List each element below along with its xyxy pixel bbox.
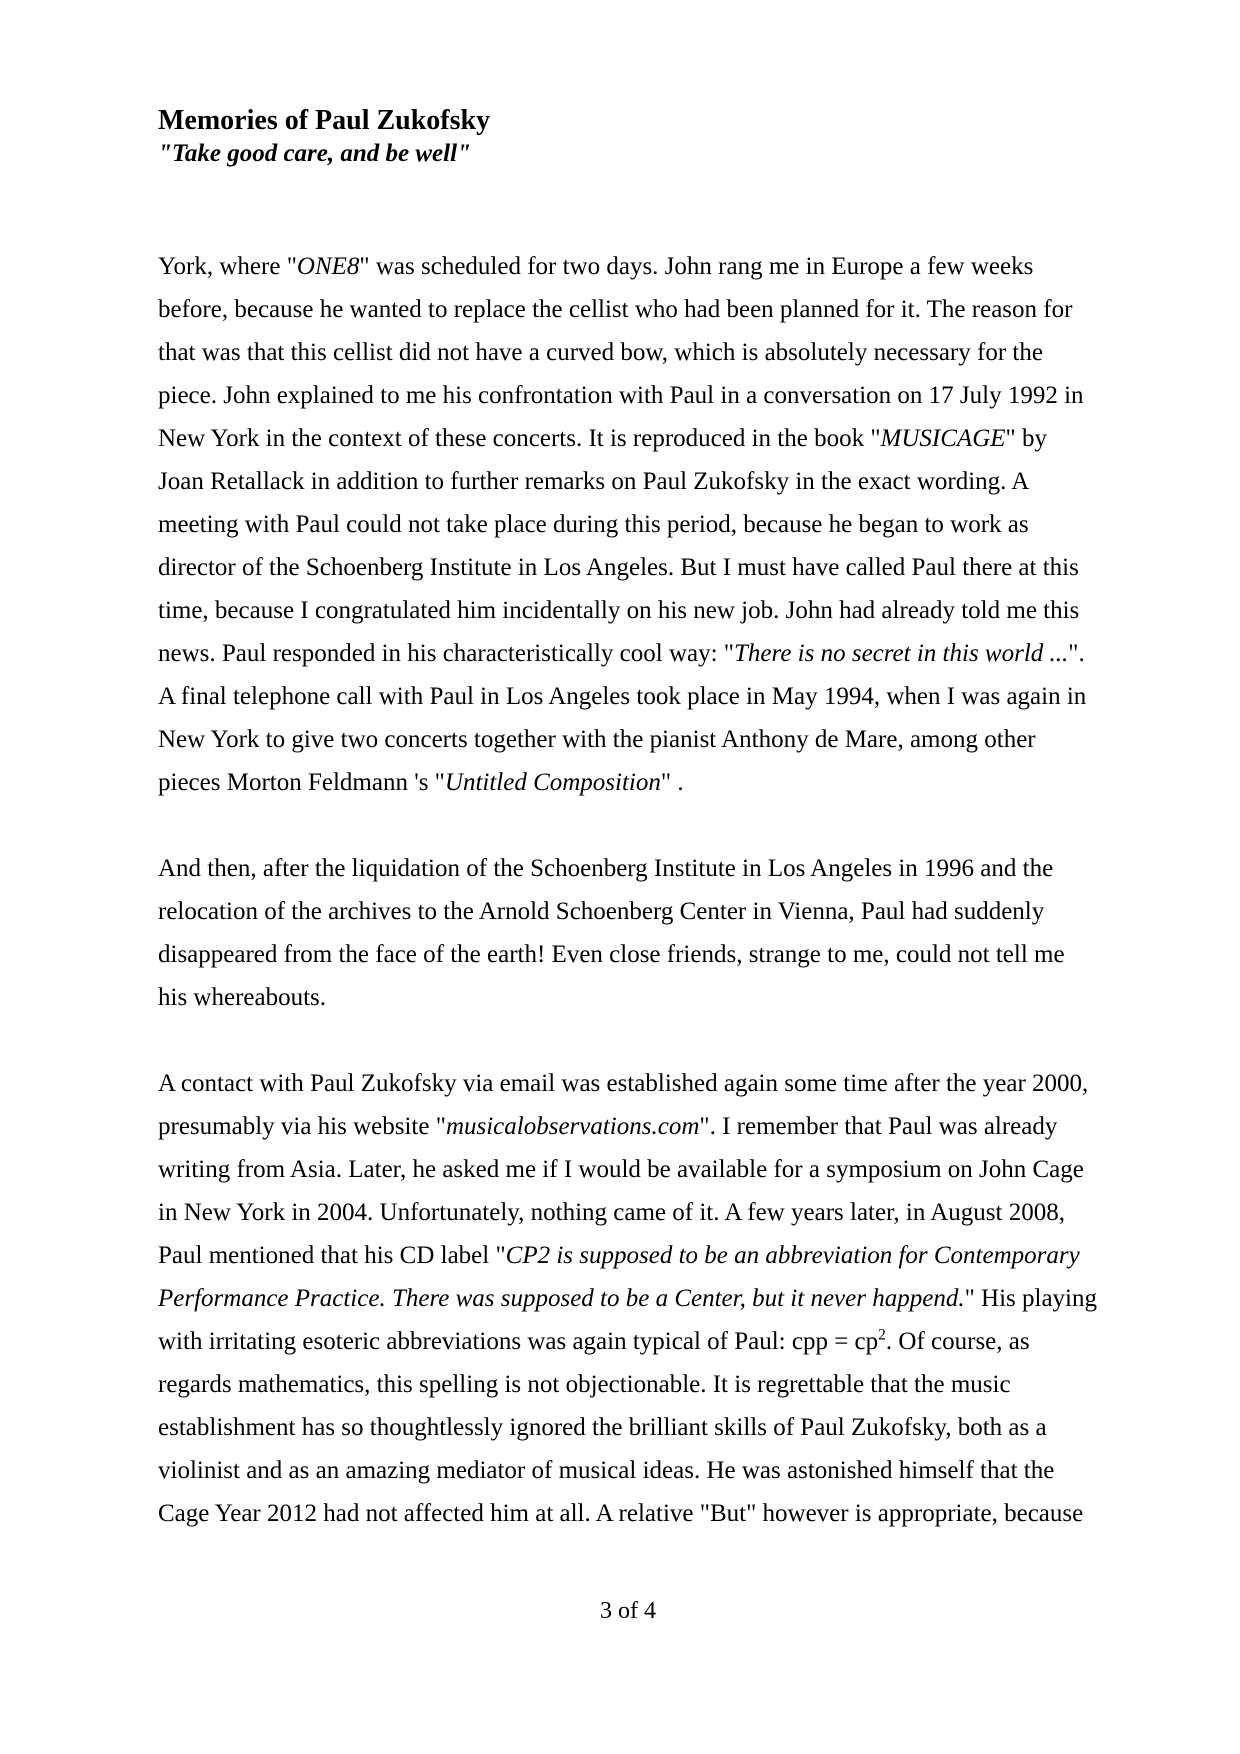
document-footer [158, 1596, 1098, 1626]
text-segment: " . [660, 769, 684, 796]
text-segment: " was scheduled for two days. John rang me in Europe a few weeks before, because he wanted to replace the cellist who had been planned for it. The reason for that was that this cellist did not have a curved bow, which is absolutely necessary for the piece. John explained to me his confrontation with Paul in a conversation on 17 July 1992 in New York in the context of these concerts. It is reproduced in the book " [158, 253, 1084, 452]
text-segment: There is no secret in this world ... [734, 640, 1069, 667]
text-segment: . Of course, as regards mathematics, this spelling is not objectionable. It is regrettable that the music establishment has so thoughtlessly ignored the brilliant skills of Paul Zukofsky, both as a violinist and as an amazing mediator of musical ideas. He was astonished himself that the Cage Year 2012 had not affected him at all. A relative "But" however is appropriate, because [158, 1328, 1084, 1527]
text-segment: " His playing with irritating esoteric abbreviations was again typical of Paul: cpp = cp [158, 1285, 1097, 1355]
text-segment: musicalobservations.com [445, 1113, 700, 1140]
document-subtitle: "Take good care, and be well" [158, 140, 471, 167]
paragraph [158, 1062, 1098, 1535]
paragraph [158, 847, 1098, 1019]
document-body [158, 245, 1098, 1578]
text-segment: " by Joan Retallack in addition to further remarks on Paul Zukofsky in the exact wording. A meeting with Paul could not take place during this period, because he began to work as director of the Schoenberg Institute in Los Angeles. But I must have called Paul there at this time, because I congratulated him incidentally on his new job. John had already told me this news. Paul responded in his characteristically cool way: " [158, 425, 1080, 667]
text-segment: ONE8 [296, 253, 360, 280]
page-number: 3 of 4 [600, 1598, 656, 1624]
text-segment: 2 [878, 1326, 886, 1344]
paragraph [158, 245, 1098, 804]
text-segment: York, where " [158, 253, 297, 280]
document-header [158, 104, 1098, 169]
text-segment: ". I remember that Paul was already writing from Asia. Later, he asked me if I would be available for a symposium on John Cage in New York in 2004. Unfortunately, nothing came of it. A few years later, in August 2008, Paul mentioned that his CD label " [158, 1113, 1084, 1269]
text-segment: CP2 is supposed to be an abbreviation for Contemporary Performance Practice. There was supposed to be a Center, but it never happend. [158, 1242, 1080, 1312]
text-segment: And then, after the liquidation of the Schoenberg Institute in Los Angeles in 1996 and the relocation of the archives to the Arnold Schoenberg Center in Vienna, Paul had suddenly disappeared from the face of the earth! Even close friends, strange to me, could not tell me his whereabouts. [158, 855, 1065, 1011]
text-segment: MUSICAGE [880, 425, 1006, 452]
text-segment: A contact with Paul Zukofsky via email was established again some time after the year 2000, presumably via his website " [158, 1070, 1089, 1140]
text-segment: Untitled Composition [444, 769, 661, 796]
text-segment: ". A final telephone call with Paul in Los Angeles took place in May 1994, when I was again in New York to give two concerts together with the pianist Anthony de Mare, among other pieces Morton Feldmann 's " [158, 640, 1087, 796]
document-title: Memories of Paul Zukofsky [158, 105, 491, 136]
